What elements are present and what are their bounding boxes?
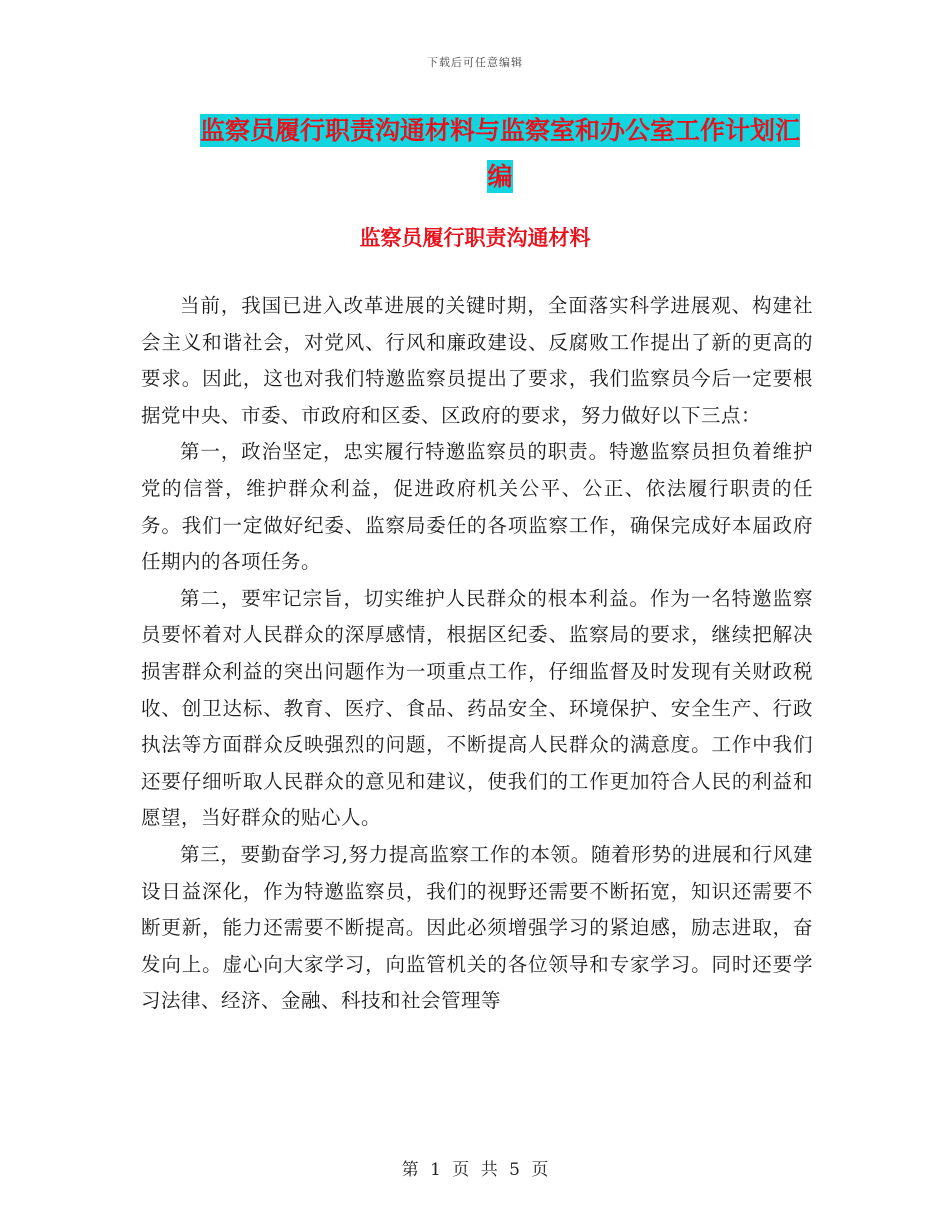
document-body xyxy=(141,288,813,1020)
section-title: 监察员履行职责沟通材料 xyxy=(359,226,591,250)
body-paragraph: 第二，要牢记宗旨，切实维护人民群众的根本利益。作为一名特邀监察员要怀着对人民群众的深厚感情，根据区纪委、监察局的要求，继续把解决损害群众利益的突出问题作为一项重点工作，仔细监督及时发现有关财政税收、创卫达标、教育、医疗、食品、药品安全、环境保护、安全生产、行政执法等方面群众反映强烈的问题，不断提高人民群众的满意度。工作中我们还要仔细听取人民群众的意见和建议，使我们的工作更加符合人民的利益和愿望，当好群众的贴心人。 xyxy=(141,586,813,830)
document-title-text: 监察员履行职责沟通材料与监察室和办公室工作计划汇编 xyxy=(199,116,800,191)
body-paragraph: 第一，政治坚定，忠实履行特邀监察员的职责。特邀监察员担负着维护党的信誉，维护群众利益，促进政府机关公平、公正、依法履行职责的任务。我们一定做好纪委、监察局委任的各项监察工作，确保完成好本届政府任期内的各项任务。 xyxy=(141,440,813,574)
header-note: 下载后可任意编辑 xyxy=(427,56,523,69)
body-paragraph: 当前，我国已进入改革进展的关键时期，全面落实科学进展观、构建社会主义和谐社会，对党风、行风和廉政建设、反腐败工作提出了新的更高的要求。因此，这也对我们特邀监察员提出了要求，我们监察员今后一定要根据党中央、市委、市政府和区委、区政府的要求，努力做好以下三点： xyxy=(141,294,813,427)
document-title xyxy=(190,108,810,200)
page-footer: 第 1 页 共 5 页 xyxy=(401,1160,549,1180)
body-paragraph: 第三，要勤奋学习,努力提高监察工作的本领。随着形势的进展和行风建设日益深化，作为特邀监察员，我们的视野还需要不断拓宽，知识还需要不断更新，能力还需要不断提高。因此必须增强学习的紧迫感，励志进取，奋发向上。虚心向大家学习，向监管机关的各位领导和专家学习。同时还要学习法律、经济、金融、科技和社会管理等 xyxy=(141,842,813,1013)
